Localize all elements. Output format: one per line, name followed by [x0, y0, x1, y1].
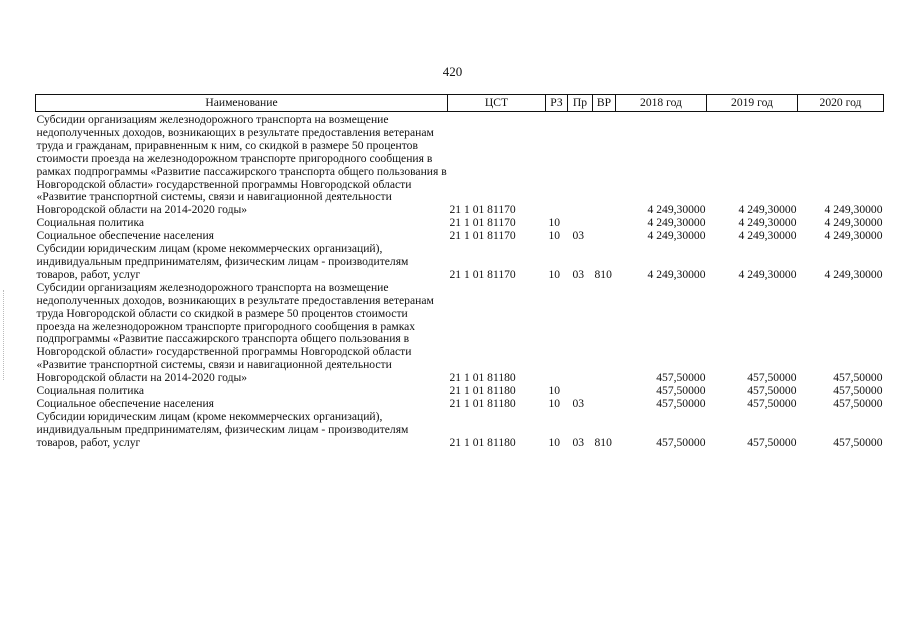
row-cst: 21 1 01 81170 — [449, 267, 516, 281]
header-pr: Пр — [568, 95, 593, 112]
row-amount-2019: 4 249,30000 — [738, 267, 797, 281]
row-amount-2018: 457,50000 — [656, 371, 706, 385]
row-vr — [593, 398, 616, 411]
row-rz: 10 — [548, 267, 561, 281]
row-amount-2020: 4 249,30000 — [824, 216, 883, 230]
row-amount-2019: 457,50000 — [747, 435, 797, 449]
table-row — [36, 385, 884, 398]
row-amount-2018: 457,50000 — [656, 396, 706, 410]
row-amount-2018: 457,50000 — [656, 435, 706, 449]
row-rz — [546, 112, 568, 218]
row-cst: 21 1 01 81170 — [449, 216, 516, 230]
row-name: Социальное обеспечение населения — [36, 229, 215, 243]
row-amount-2019: 457,50000 — [747, 396, 797, 410]
row-rz: 10 — [548, 384, 561, 398]
row-cst: 21 1 01 81170 — [449, 229, 516, 243]
row-amount-2019: 457,50000 — [747, 371, 797, 385]
scan-margin-mark — [3, 290, 5, 380]
row-amount-2018: 4 249,30000 — [647, 229, 706, 243]
table-row — [36, 411, 884, 450]
row-vr: 810 — [594, 267, 612, 281]
row-cst: 21 1 01 81180 — [449, 371, 516, 385]
row-name: Субсидии организациям железнодорожного транспорта на возмещение недополученных доходов, возникающих в результате предоставления ветеранам труда и гражданам, приравненным к ним, со скидкой в размере 50 процентов стоимости проезда на железнодорожном транспорте пригородного сообщения в рамках подпрограммы «Развитие пассажирского транспорта общего пользования в Новгородской области» государственной программы Новгородской области «Развитие транспортной системы, связи и навигационной деятельности Новгородской области на 2014-2020 годы» — [36, 113, 447, 217]
table-row — [36, 112, 884, 218]
header-2019: 2019 год — [707, 95, 798, 112]
row-amount-2019: 4 249,30000 — [738, 229, 797, 243]
row-amount-2020: 457,50000 — [833, 384, 883, 398]
row-name: Субсидии юридическим лицам (кроме некоммерческих организаций), индивидуальным предпринимателям, физическим лицам - производителям товаров, работ, услуг — [36, 409, 409, 449]
row-amount-2018: 4 249,30000 — [647, 216, 706, 230]
row-amount-2019: 4 249,30000 — [738, 203, 797, 217]
header-2020: 2020 год — [798, 95, 884, 112]
row-amount-2020: 457,50000 — [833, 435, 883, 449]
row-name: Социальная политика — [36, 384, 145, 398]
row-rz: 10 — [548, 396, 561, 410]
row-rz — [546, 282, 568, 385]
row-pr — [568, 282, 593, 385]
table-header — [36, 95, 884, 112]
row-amount-2020: 457,50000 — [833, 396, 883, 410]
table-row — [36, 398, 884, 411]
row-rz: 10 — [548, 229, 561, 243]
header-row — [36, 95, 884, 112]
row-vr — [593, 230, 616, 243]
row-amount-2020: 4 249,30000 — [824, 229, 883, 243]
header-cst: ЦСТ — [448, 95, 546, 112]
row-name: Социальное обеспечение населения — [36, 396, 215, 410]
header-rz: РЗ — [546, 95, 568, 112]
row-pr: 03 — [572, 396, 585, 410]
row-amount-2020: 457,50000 — [833, 371, 883, 385]
header-2018: 2018 год — [616, 95, 707, 112]
row-cst: 21 1 01 81180 — [449, 435, 516, 449]
row-cst: 21 1 01 81180 — [449, 396, 516, 410]
table-row — [36, 282, 884, 385]
table-row — [36, 243, 884, 282]
row-vr — [593, 282, 616, 385]
row-amount-2019: 457,50000 — [747, 384, 797, 398]
row-amount-2018: 4 249,30000 — [647, 203, 706, 217]
row-rz: 10 — [548, 435, 561, 449]
budget-table — [35, 94, 884, 450]
row-vr — [593, 217, 616, 230]
row-name: Субсидии юридическим лицам (кроме некоммерческих организаций), индивидуальным предпринимателям, физическим лицам - производителям товаров, работ, услуг — [36, 242, 409, 281]
row-amount-2020: 4 249,30000 — [824, 203, 883, 217]
row-cst: 21 1 01 81170 — [449, 203, 516, 217]
header-name: Наименование — [36, 95, 448, 112]
header-vr: ВР — [593, 95, 616, 112]
row-vr — [593, 112, 616, 218]
row-pr: 03 — [572, 267, 585, 281]
table-body — [36, 112, 884, 450]
row-pr: 03 — [572, 229, 585, 243]
row-cst: 21 1 01 81180 — [449, 384, 516, 398]
row-amount-2018: 457,50000 — [656, 384, 706, 398]
row-rz: 10 — [548, 216, 561, 230]
row-pr — [568, 385, 593, 398]
page-number: 420 — [442, 64, 463, 79]
row-pr: 03 — [572, 435, 585, 449]
row-amount-2020: 4 249,30000 — [824, 267, 883, 281]
row-name: Субсидии организациям железнодорожного транспорта на возмещение недополученных доходов, возникающих в результате предоставления ветеранам труда Новгородской области со скидкой в размере 50 процентов стоимости проезда на железнодорожном транспорте пригородного сообщения в рамках подпрограммы «Развитие пассажирского транспорта общего пользования в Новгородской области» государственной программы Новгородской области «Развитие транспортной системы, связи и навигационной деятельности Новгородской области на 2014-2020 годы» — [36, 280, 434, 385]
row-vr: 810 — [594, 435, 612, 449]
row-name: Социальная политика — [36, 216, 145, 230]
row-pr — [568, 112, 593, 218]
row-vr — [593, 385, 616, 398]
row-amount-2018: 4 249,30000 — [647, 267, 706, 281]
row-amount-2019: 4 249,30000 — [738, 216, 797, 230]
